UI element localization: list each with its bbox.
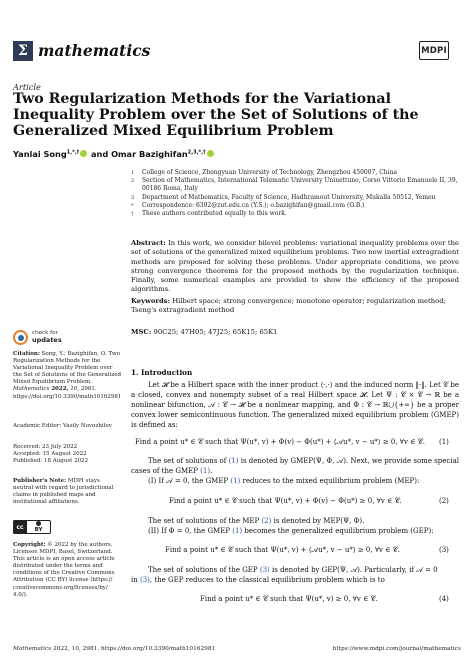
affiliation-item: 1 College of Science, Zhongyuan University of Technology, Zhengzhou 450007, China (131, 169, 398, 176)
cc-by-license-badge[interactable] (13, 520, 51, 534)
accepted-date: Accepted: 15 August 2022 (13, 451, 87, 458)
copyright-block: Copyright: © 2022 by the authors. Licensee MDPI, Basel, Switzerland. This article is an open access article distributed under the terms and conditions of the Creative Commons Attribution (CC BY) license (https:// creativecommons.org/licenses/by/ 4.0/). (13, 542, 115, 598)
body-paragraph: in (3), the GEP reduces to the classical equilibrium problem which is to (131, 576, 385, 584)
orcid-icon[interactable] (207, 150, 214, 157)
check-for-label: check for (32, 330, 58, 336)
journal-logo (13, 41, 33, 61)
equation-ref-link[interactable]: (1) (200, 467, 211, 475)
citation-block: Citation: Song, Y.; Bazighifan, O. Two Regularization Methods for the Variational Inequality Problem over the Set of Solutions of the Generalized Mixed Equilibrium Problem. Mathematics 2022, 10, 2981. https://doi.org/10.3390/math10162981 (13, 351, 122, 400)
attribution-icon (36, 521, 41, 526)
msc-label: MSC: (131, 328, 152, 336)
body-paragraph: The set of solutions of the MEP (2) is denoted by MEP(Ψ, Φ). (148, 517, 365, 525)
abstract-label: Abstract: (131, 239, 166, 247)
equation-ref-link[interactable]: (1) (228, 457, 239, 465)
case-I: (I) If 𝒜 = 0, the GMEP (1) reduces to the mixed equilibrium problem (MEP): (148, 477, 420, 485)
equation-number: (2) (439, 497, 449, 505)
abstract (131, 239, 459, 295)
page-footer (13, 646, 461, 652)
academic-editor: Academic Editor: Vasily Novozhilov (13, 423, 112, 429)
cc-icon: cc (13, 520, 27, 534)
author-name[interactable]: Omar Bazighifan (111, 149, 188, 159)
orcid-icon[interactable] (80, 150, 87, 157)
msc-codes (131, 328, 459, 336)
equation-1: Find a point u* ∈ 𝒞 such that Ψ(u*, v) + Φ(v) − Φ(u*) + ⟨𝒜u*, v − u*⟩ ≥ 0, ∀v ∈ 𝒞. (135, 438, 425, 446)
keywords-label: Keywords: (131, 297, 171, 305)
equation-ref-link[interactable]: (1) (232, 527, 243, 535)
received-date: Received: 23 July 2022 (13, 444, 78, 450)
equation-2: Find a point u* ∈ 𝒞 such that Ψ(u*, v) + Φ(v) − Φ(u*) ≥ 0, ∀v ∈ 𝒞. (169, 497, 402, 505)
author-affil-sup: 1,*,† (66, 149, 80, 156)
equation-number: (1) (439, 438, 449, 446)
author-line (13, 149, 215, 159)
author-conjunction: and (88, 149, 112, 159)
note-label: Publisher's Note: (13, 478, 67, 484)
section-heading: 1. Introduction (131, 368, 193, 377)
copyright-label: Copyright: (13, 542, 46, 548)
equation-ref-link[interactable]: (1) (230, 477, 241, 485)
article-type-label: Article (13, 82, 41, 92)
author-affil-sup: 2,3,*,† (187, 149, 206, 156)
body-paragraph: The set of solutions of the GEP (3) is denoted by GEP(Ψ, 𝒜). Particularly, if 𝒜 = 0 (148, 566, 438, 574)
abstract-text: In this work, we consider bilevel problems: variational inequality problems over the set of solutions of the generalized mixed equilibrium problems. Two new inertial extragradient methods are proposed for solving these problems. Under appropriate conditions, we prove strong convergence theorems for the proposed methods by the regularization technique. Finally, some numerical examples are provided to show the efficiency of the proposed algorithms. (131, 239, 459, 294)
by-label: BY (34, 527, 43, 533)
affiliation-item: 3 Department of Mathematics, Faculty of Science, Hadhramout University, Mukalla 50512, Yemen (131, 193, 436, 201)
equation-ref-link[interactable]: (2) (261, 517, 272, 525)
journal-logo-glyph: Σ (18, 43, 28, 59)
body-paragraph: Let 𝓗 be a Hilbert space with the inner product ⟨·,·⟩ and the induced norm ‖·‖. Let 𝒞 be a closed, convex and nonempty subset of a real Hilbert space 𝓗. Let Ψ : 𝒞 × 𝒞 → ℝ be a nonlinear bifunction, 𝒜 : 𝒞 → 𝓗 be a nonlinear mapping, and Φ : 𝒞 → ℝ⋃{+∞} be a proper convex lower semicontinuous function. The generalized mixed equilibrium problem (GMEP) is defined as: (131, 381, 459, 429)
published-date: Published: 18 August 2022 (13, 458, 89, 465)
affiliation-item: * Correspondence: 6392@zut.edu.cn (Y.S.); o.bazighifan@gmail.com (O.B.) (131, 201, 365, 209)
keywords-text: Hilbert space; strong convergence; monotone operator; regularization method; Tseng's extragradient method (131, 297, 446, 315)
publisher-logo: MDPI (419, 41, 449, 60)
equation-3: Find a point u* ∈ 𝒞 such that Ψ(u*, v) + ⟨𝒜u*, v − u*⟩ ≥ 0, ∀v ∈ 𝒞. (165, 546, 400, 554)
equation-4: Find a point u* ∈ 𝒞 such that Ψ(u*, v) ≥ 0, ∀v ∈ 𝒞. (200, 595, 378, 603)
dates-block (13, 444, 121, 465)
check-updates-icon (13, 330, 28, 345)
equation-ref-link[interactable]: (3) (259, 566, 270, 574)
footer-journal-url[interactable]: https://www.mdpi.com/journal/mathematics (332, 646, 461, 652)
msc-text: 90C25; 47H05; 47J25; 65K15; 65K1 (151, 328, 278, 336)
citation-label: Citation: (13, 351, 40, 357)
publishers-note: Publisher's Note: MDPI stays neutral with regard to jurisdictional claims in published maps and institutional affiliations. (13, 478, 114, 506)
body-paragraph: The set of solutions of (1) is denoted by GMEP(Ψ, Φ, 𝒜). Next, we provide some special cases of the GMEP (1). (131, 457, 459, 475)
citation-doi-link[interactable]: , 2981. https://doi.org/10.3390/math10162981 (13, 386, 122, 400)
affiliation-item: † These authors contributed equally to this work. (131, 210, 287, 218)
journal-name: mathematics (38, 41, 151, 60)
case-II: (II) If Φ = 0, the GMEP (1) becomes the generalized equilibrium problem (GEP): (148, 527, 434, 535)
article-title: Two Regularization Methods for the Variational Inequality Problem over the Set of Solutions of the Generalized Mixed Equilibrium Problem (13, 91, 419, 139)
affiliation-item: 2 Section of Mathematics, International Telematic University Uninettuno, Corso Vittorio Emanuele II, 39, 00186 Roma, Italy (131, 177, 458, 193)
affiliations (131, 169, 461, 218)
equation-number: (4) (439, 595, 449, 603)
equation-ref-link[interactable]: (3) (139, 576, 150, 584)
check-for-updates-button[interactable] (13, 330, 73, 347)
footer-citation: Mathematics 2022, 10, 2981. https://doi.org/10.3390/math10162981 (13, 646, 216, 652)
equation-number: (3) (439, 546, 449, 554)
author-name[interactable]: Yanlai Song (13, 149, 67, 159)
updates-label: updates (32, 335, 62, 344)
keywords (131, 297, 459, 316)
